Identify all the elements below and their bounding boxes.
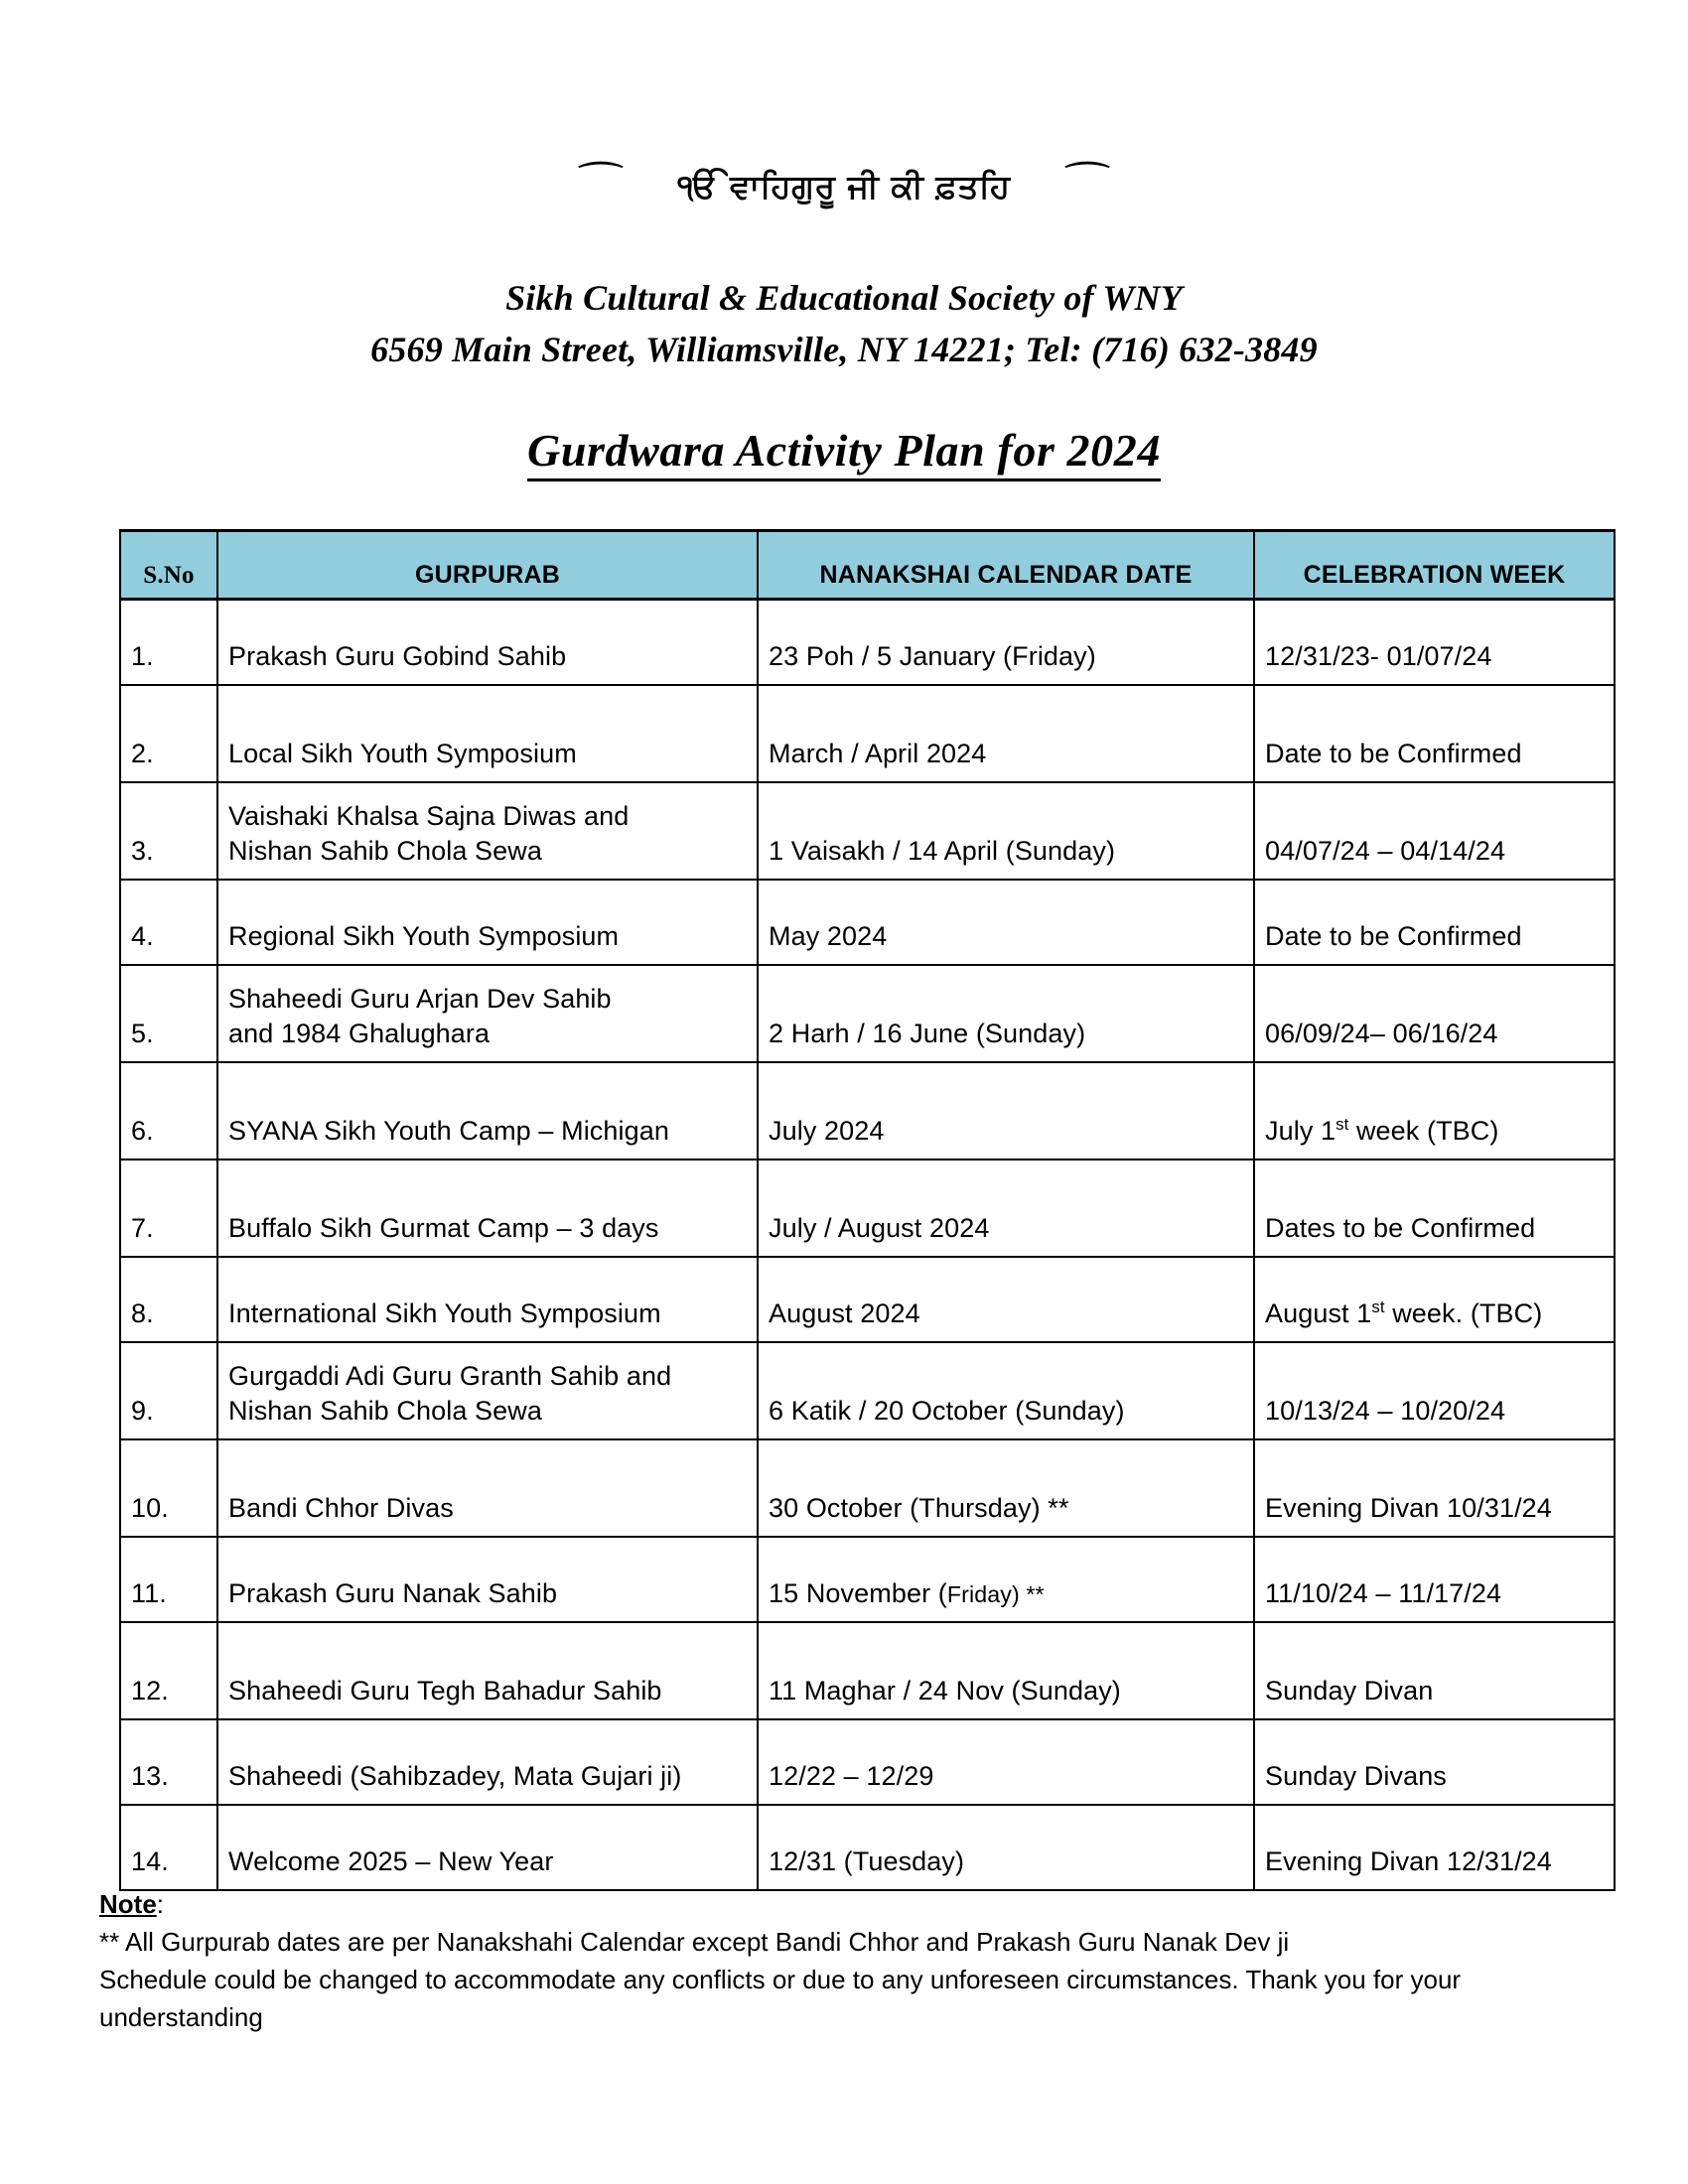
cell-nanakshai-date: August 2024 <box>758 1257 1254 1342</box>
celebration-prefix: August 1 <box>1265 1297 1372 1328</box>
cell-gurpurab-line2: and 1984 Ghalughara <box>228 1018 491 1048</box>
cell-sno: 11. <box>120 1537 217 1622</box>
cell-gurpurab-line1: Vaishaki Khalsa Sajna Diwas and <box>228 800 630 831</box>
cell-celebration-week: 06/09/24– 06/16/24 <box>1254 965 1615 1062</box>
page-title: Gurdwara Activity Plan for 2024 <box>527 424 1161 481</box>
cell-nanakshai-date: 11 Maghar / 24 Nov (Sunday) <box>758 1622 1254 1719</box>
cell-gurpurab <box>217 600 758 686</box>
table-row <box>120 1622 1615 1719</box>
cell-celebration-week: Evening Divan 12/31/24 <box>1254 1805 1615 1890</box>
table-row <box>120 685 1615 782</box>
cell-celebration-week: Sunday Divans <box>1254 1719 1615 1805</box>
organization-address: 6569 Main Street, Williamsville, NY 14221; Tel: (716) 632-3849 <box>370 330 1318 369</box>
cell-celebration-week: Sunday Divan <box>1254 1622 1615 1719</box>
cell-celebration-week: Dates to be Confirmed <box>1254 1160 1615 1257</box>
nanakshai-prefix: 15 November ( <box>769 1577 947 1608</box>
cell-gurpurab-line1: Prakash Guru Gobind Sahib <box>228 640 567 671</box>
cell-sno: 2. <box>120 685 217 782</box>
activity-plan-table <box>119 529 1616 1891</box>
cell-sno: 8. <box>120 1257 217 1342</box>
cell-nanakshai-date: July / August 2024 <box>758 1160 1254 1257</box>
note-line-3: understanding <box>99 2001 263 2032</box>
cell-sno: 7. <box>120 1160 217 1257</box>
table-row <box>120 1342 1615 1439</box>
celebration-suffix: week. (TBC) <box>1384 1297 1543 1328</box>
cell-gurpurab-line1: SYANA Sikh Youth Camp – Michigan <box>228 1115 669 1146</box>
cell-gurpurab-line1: Prakash Guru Nanak Sahib <box>228 1577 558 1608</box>
cell-nanakshai-date: May 2024 <box>758 880 1254 965</box>
cell-celebration-week <box>1254 1062 1615 1160</box>
cell-sno: 1. <box>120 600 217 686</box>
cell-gurpurab <box>217 1719 758 1805</box>
table-row <box>120 1160 1615 1257</box>
cell-nanakshai-date: 2 Harh / 16 June (Sunday) <box>758 965 1254 1062</box>
table-row <box>120 1537 1615 1622</box>
celebration-prefix: July 1 <box>1265 1115 1336 1146</box>
activity-plan-table-container <box>119 529 1614 1891</box>
table-row <box>120 1257 1615 1342</box>
cell-gurpurab-line1: Shaheedi Guru Tegh Bahadur Sahib <box>228 1675 662 1706</box>
ordinal-suffix: st <box>1371 1297 1385 1316</box>
cell-nanakshai-date: July 2024 <box>758 1062 1254 1160</box>
cell-nanakshai-date: 12/31 (Tuesday) <box>758 1805 1254 1890</box>
note-line-2: Schedule could be changed to accommodate any conflicts or due to any unforeseen circumstances. Thank you for your <box>99 1964 1462 1994</box>
cell-celebration-week: 12/31/23- 01/07/24 <box>1254 600 1615 686</box>
cell-nanakshai-date: 1 Vaisakh / 14 April (Sunday) <box>758 782 1254 880</box>
cell-gurpurab <box>217 1257 758 1342</box>
cell-gurpurab-line1: Gurgaddi Adi Guru Granth Sahib and <box>228 1360 672 1391</box>
table-row <box>120 782 1615 880</box>
cell-gurpurab-line2: Nishan Sahib Chola Sewa <box>228 835 542 866</box>
cell-sno: 12. <box>120 1622 217 1719</box>
cell-celebration-week: Date to be Confirmed <box>1254 685 1615 782</box>
cell-gurpurab-line1: Welcome 2025 – New Year <box>228 1845 554 1876</box>
cell-gurpurab-line1: Regional Sikh Youth Symposium <box>228 920 620 951</box>
table-row <box>120 1805 1615 1890</box>
cell-gurpurab <box>217 1537 758 1622</box>
cell-sno: 14. <box>120 1805 217 1890</box>
organization-name: Sikh Cultural & Educational Society of WNY <box>505 278 1183 318</box>
note-line-1: ** All Gurpurab dates are per Nanakshahi Calendar except Bandi Chhor and Prakash Guru Nanak Dev ji <box>99 1926 1290 1957</box>
cell-gurpurab <box>217 685 758 782</box>
cell-celebration-week: 11/10/24 – 11/17/24 <box>1254 1537 1615 1622</box>
caret-ornament-right: ⌒ <box>1064 161 1110 196</box>
cell-sno: 3. <box>120 782 217 880</box>
cell-celebration-week <box>1254 1257 1615 1342</box>
column-header-nanakshai-date: NANAKSHAI CALENDAR DATE <box>758 531 1254 600</box>
cell-nanakshai-date: 6 Katik / 20 October (Sunday) <box>758 1342 1254 1439</box>
cell-celebration-week: 10/13/24 – 10/20/24 <box>1254 1342 1615 1439</box>
cell-gurpurab <box>217 1622 758 1719</box>
cell-gurpurab-line1: Shaheedi Guru Arjan Dev Sahib <box>228 983 612 1014</box>
cell-gurpurab <box>217 965 758 1062</box>
celebration-suffix: week (TBC) <box>1348 1115 1499 1146</box>
table-row <box>120 1719 1615 1805</box>
caret-ornament-left: ⌒ <box>578 161 624 196</box>
invocation-line <box>0 161 1688 210</box>
cell-gurpurab <box>217 782 758 880</box>
organization-block <box>0 280 1688 367</box>
page-title-container <box>0 424 1688 481</box>
cell-gurpurab-line1: Shaheedi (Sahibzadey, Mata Gujari ji) <box>228 1760 682 1791</box>
cell-gurpurab <box>217 1439 758 1537</box>
cell-nanakshai-date: March / April 2024 <box>758 685 1254 782</box>
note-heading-colon: : <box>156 1889 165 1919</box>
table-row <box>120 600 1615 686</box>
table-body <box>120 600 1615 1891</box>
cell-sno: 5. <box>120 965 217 1062</box>
cell-nanakshai-date: 30 October (Thursday) ** <box>758 1439 1254 1537</box>
cell-sno: 4. <box>120 880 217 965</box>
nanakshai-suffix: Friday) ** <box>946 1580 1045 1607</box>
cell-gurpurab <box>217 1342 758 1439</box>
cell-sno: 9. <box>120 1342 217 1439</box>
invocation-gurmukhi-text: ੴ ਵਾਹਿਗੁਰੂ ਜੀ ਕੀ ਫ਼ਤਹਿ <box>677 167 1011 205</box>
cell-nanakshai-date <box>758 1537 1254 1622</box>
column-header-gurpurab: GURPURAB <box>217 531 758 600</box>
cell-nanakshai-date: 12/22 – 12/29 <box>758 1719 1254 1805</box>
cell-gurpurab-line1: International Sikh Youth Symposium <box>228 1297 661 1328</box>
column-header-celebration-week: CELEBRATION WEEK <box>1254 531 1615 600</box>
cell-nanakshai-date: 23 Poh / 5 January (Friday) <box>758 600 1254 686</box>
cell-celebration-week: Date to be Confirmed <box>1254 880 1615 965</box>
note-block <box>99 1886 1489 2037</box>
cell-gurpurab <box>217 880 758 965</box>
cell-gurpurab-line1: Local Sikh Youth Symposium <box>228 738 577 768</box>
table-row <box>120 1062 1615 1160</box>
note-heading: Note <box>99 1889 157 1919</box>
cell-celebration-week: 04/07/24 – 04/14/24 <box>1254 782 1615 880</box>
cell-celebration-week: Evening Divan 10/31/24 <box>1254 1439 1615 1537</box>
note-heading-line <box>99 1886 1489 1924</box>
cell-sno: 10. <box>120 1439 217 1537</box>
cell-gurpurab-line2: Nishan Sahib Chola Sewa <box>228 1395 542 1426</box>
cell-gurpurab-line1: Bandi Chhor Divas <box>228 1492 454 1523</box>
cell-gurpurab <box>217 1160 758 1257</box>
cell-sno: 13. <box>120 1719 217 1805</box>
cell-gurpurab-line1: Buffalo Sikh Gurmat Camp – 3 days <box>228 1212 659 1243</box>
cell-sno: 6. <box>120 1062 217 1160</box>
cell-gurpurab <box>217 1805 758 1890</box>
table-header-row <box>120 531 1615 600</box>
column-header-sno: S.No <box>120 531 217 600</box>
table-row <box>120 880 1615 965</box>
table-row <box>120 965 1615 1062</box>
cell-gurpurab <box>217 1062 758 1160</box>
table-row <box>120 1439 1615 1537</box>
ordinal-suffix: st <box>1336 1114 1349 1134</box>
